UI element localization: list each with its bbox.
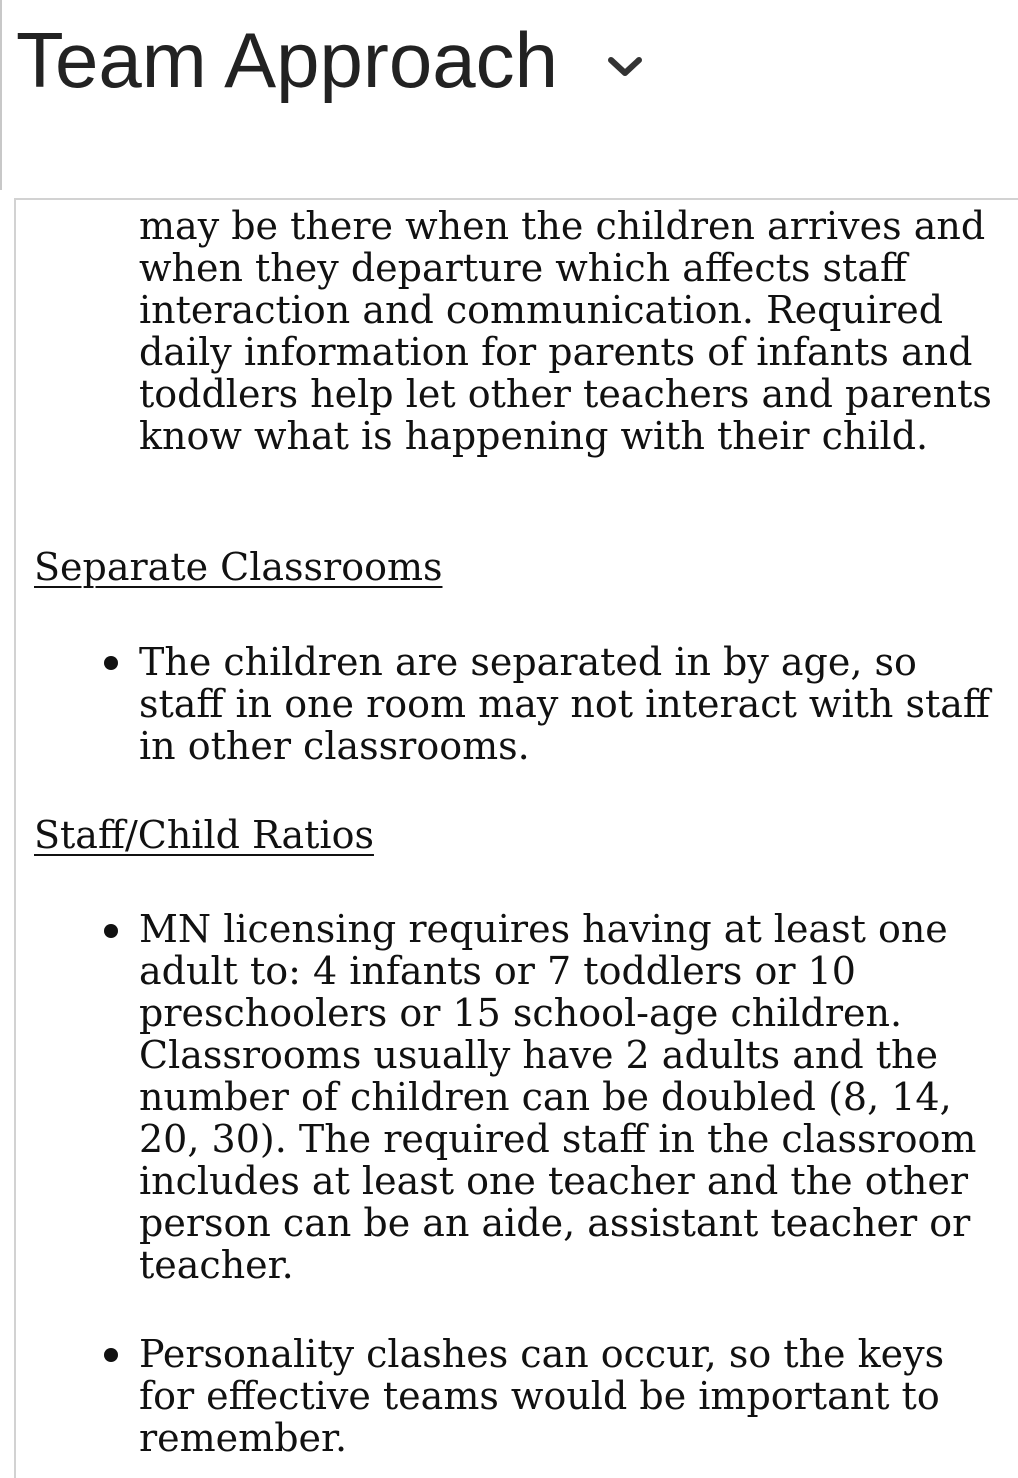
list-item: The children are separated in by age, so staff in one room may not interact with staff in other classrooms. [139, 640, 990, 768]
intro-paragraph: may be there when the children arrives and when they departure which affects staff interaction and communication. Required daily information for parents of infants and toddlers help let other teachers and parents know what is happening with their child. [139, 204, 992, 458]
page-title: Team Approach [16, 16, 559, 104]
page-header [0, 0, 1018, 190]
section-heading-separate-classrooms: Separate Classrooms [34, 545, 443, 589]
list-item: MN licensing requires having at least one adult to: 4 infants or 7 toddlers or 10 preschoolers or 15 school-age children. Classrooms usually have 2 adults and the number of children can be doubled (8, 14, 20, 30). The required staff in the classroom includes at least one teacher and the other person can be an aide, assistant teacher or teacher. [139, 907, 977, 1287]
bullet-marker [104, 924, 118, 938]
list-item: Personality clashes can occur, so the keys for effective teams would be important to remember. [139, 1332, 945, 1460]
bullet-marker [104, 1348, 118, 1362]
section-heading-staff-child-ratios: Staff/Child Ratios [34, 813, 374, 857]
chevron-down-icon[interactable] [605, 52, 645, 80]
content-frame[interactable] [14, 198, 1018, 1478]
bullet-marker [104, 656, 118, 670]
